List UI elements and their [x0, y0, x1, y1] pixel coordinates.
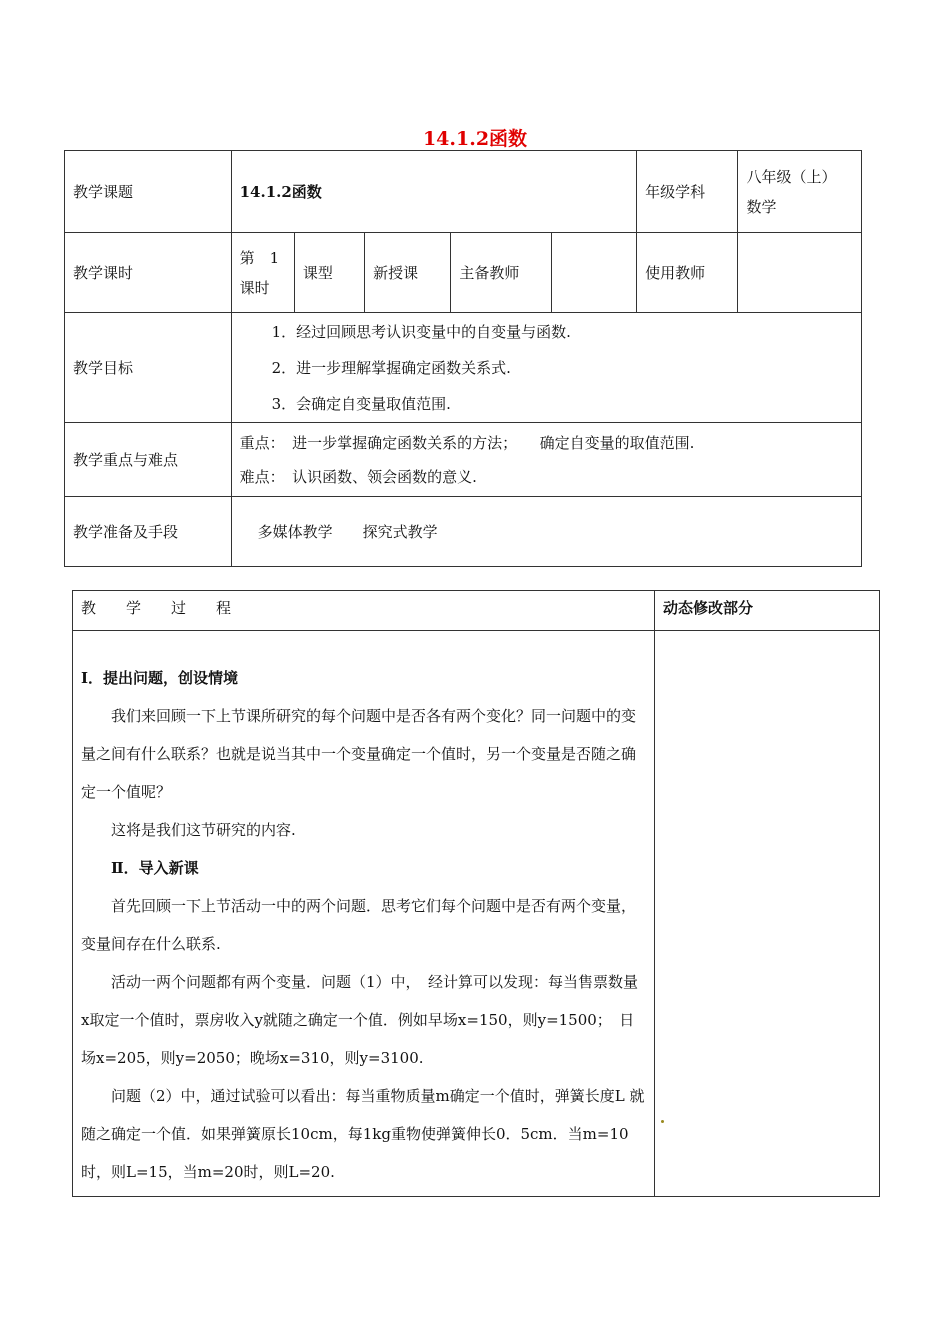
period-line1: 第 1 [239, 248, 280, 267]
paragraph: 我们来回顾一下上节课所研究的每个问题中是否各有两个变化？同一问题中的变量之间有什么联系？也就是说当其中一个变量确定一个值时，另一个变量是否随之确定一个值呢？ [81, 707, 637, 801]
use-teacher-value [738, 233, 862, 313]
page-title: 14.1.2函数 [422, 128, 528, 150]
process-content [73, 631, 655, 1197]
period-label: 教学课时 [65, 233, 232, 313]
grade-value-line1: 八年级（上） [746, 167, 837, 186]
stray-mark [661, 1120, 664, 1123]
lesson-info-table [64, 150, 862, 567]
row-subject [65, 151, 862, 233]
paragraph: 这将是我们这节研究的内容. [111, 821, 296, 839]
revision-content [655, 631, 880, 1197]
type-value: 新授课 [365, 233, 451, 313]
section-title: Ⅱ．导入新课 [111, 859, 199, 877]
grade-label: 年级学科 [637, 151, 738, 233]
key-label: 教学重点与难点 [65, 423, 232, 497]
process-table [72, 590, 880, 1197]
subject-label: 教学课题 [65, 151, 232, 233]
goal-item: 2．进一步理解掌握确定函数关系式. [271, 358, 511, 377]
row-period [65, 233, 862, 313]
revision-header: 动态修改部分 [655, 591, 880, 631]
subject-value: 14.1.2函数 [231, 151, 637, 233]
prep-label: 教学准备及手段 [65, 497, 232, 567]
type-label: 课型 [294, 233, 364, 313]
difficult-line: 难点： 认识函数、领会函数的意义. [239, 467, 477, 486]
goal-item: 3．会确定自变量取值范围. [271, 394, 451, 413]
row-prep [65, 497, 862, 567]
use-teacher-label: 使用教师 [637, 233, 738, 313]
row-key-points [65, 423, 862, 497]
key-line: 重点： 进一步掌握确定函数关系的方法； 确定自变量的取值范围. [239, 433, 695, 452]
row-goals [65, 313, 862, 423]
main-teacher-label: 主备教师 [451, 233, 551, 313]
prep-value: 多媒体教学 探究式教学 [231, 497, 861, 567]
paragraph: 首先回顾一下上节活动一中的两个问题．思考它们每个问题中是否有两个变量，变量间存在什么联系. [81, 897, 637, 953]
main-teacher-value [551, 233, 636, 313]
goals-label: 教学目标 [65, 313, 232, 423]
key-points [231, 423, 861, 497]
process-body-row [73, 631, 880, 1197]
paragraph: 活动一两个问题都有两个变量．问题（1）中， 经计算可以发现：每当售票数量x取定一个值时，票房收入y就随之确定一个值．例如早场x=150，则y=1500； 日场x=205，则y=2050；晚场x=310，则y=3100. [81, 973, 639, 1067]
grade-value [738, 151, 862, 233]
process-header-row [73, 591, 880, 631]
goal-item: 1．经过回顾思考认识变量中的自变量与函数. [271, 322, 571, 341]
period-line2: 课时 [239, 278, 270, 297]
goals-list [231, 313, 861, 423]
section-title: Ⅰ．提出问题，创设情境 [81, 669, 239, 687]
paragraph: 问题（2）中，通过试验可以看出：每当重物质量m确定一个值时，弹簧长度L 就随之确定一个值．如果弹簧原长10cm，每1kg重物使弹簧伸长0．5cm．当m=10时，则L=15，当m=20时，则L=20. [81, 1087, 645, 1181]
process-header: 教 学 过 程 [73, 591, 655, 631]
grade-value-line2: 数学 [746, 197, 777, 216]
period-value [231, 233, 294, 313]
